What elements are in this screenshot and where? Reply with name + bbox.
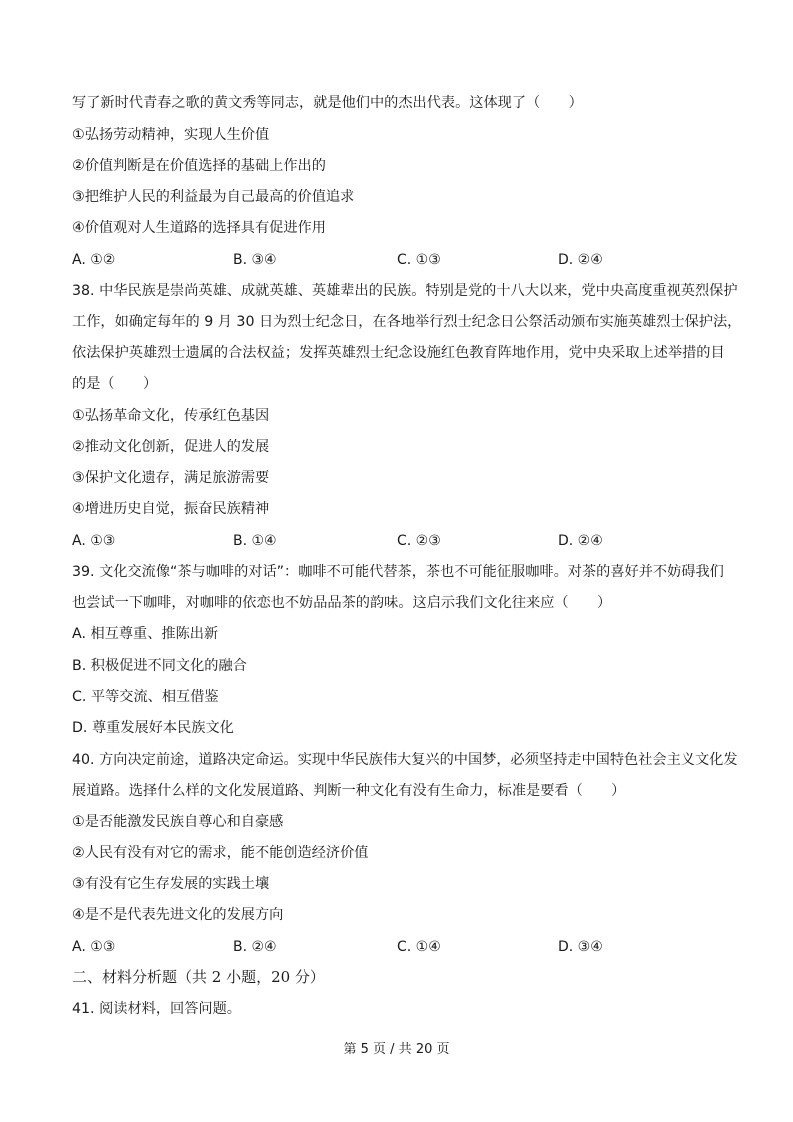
q40-option-a[interactable]: A. ①③: [72, 939, 116, 955]
q40-options: [72, 938, 732, 956]
q37-option-a[interactable]: A. ①②: [72, 252, 116, 268]
q39-stem-line-2: 也尝试一下咖啡，对咖啡的依恋也不妨品品茶的韵味。这启示我们文化往来应（ ）: [72, 595, 612, 611]
q38-option-a[interactable]: A. ①③: [72, 533, 116, 549]
q38-option-c[interactable]: C. ②③: [397, 533, 441, 549]
q39-stem-line-1: 39. 文化交流像“茶与咖啡的对话”：咖啡不可能代替茶，茶也不可能征服咖啡。对茶的喜好并不妨碍我们: [72, 564, 724, 580]
q40-item-1: ①是否能激发民族自尊心和自豪感: [72, 814, 284, 830]
q38-option-d[interactable]: D. ②④: [558, 533, 603, 549]
page-footer: 第 5 页 / 共 20 页: [343, 1042, 450, 1057]
q40-option-d[interactable]: D. ③④: [558, 939, 603, 955]
q39-option-c[interactable]: C. 平等交流、相互借鉴: [72, 689, 219, 705]
q37-option-d[interactable]: D. ②④: [558, 252, 603, 268]
q40-item-2: ②人民有没有对它的需求，能不能创造经济价值: [72, 845, 369, 861]
q37-stem-tail: 写了新时代青春之歌的黄文秀等同志，就是他们中的杰出代表。这体现了（ ）: [72, 95, 583, 111]
q40-option-b[interactable]: B. ②④: [233, 939, 277, 955]
q37-item-4: ④价值观对人生道路的选择具有促进作用: [72, 220, 326, 236]
q40-item-3: ③有没有它生存发展的实践土壤: [72, 876, 270, 892]
q37-item-2: ②价值判断是在价值选择的基础上作出的: [72, 158, 326, 174]
q41-stem: 41. 阅读材料，回答问题。: [72, 1001, 241, 1017]
q39-option-a[interactable]: A. 相互尊重、推陈出新: [72, 626, 219, 642]
q38-stem-line-3: 依法保护英雄烈士遗属的合法权益；发挥英雄烈士纪念设施红色教育阵地作用，党中央采取上述举措的目: [72, 345, 725, 361]
q40-option-c[interactable]: C. ①④: [397, 939, 441, 955]
q38-item-1: ①弘扬革命文化，传承红色基因: [72, 408, 270, 424]
q38-option-b[interactable]: B. ①④: [233, 533, 277, 549]
q38-stem-line-1: 38. 中华民族是崇尚英雄、成就英雄、英雄辈出的民族。特别是党的十八大以来，党中央高度重视英烈保护: [72, 283, 738, 299]
q40-item-4: ④是不是代表先进文化的发展方向: [72, 907, 284, 923]
q37-options: [72, 251, 732, 269]
q38-item-3: ③保护文化遗存，满足旅游需要: [72, 470, 270, 486]
q40-stem-line-2: 展道路。选择什么样的文化发展道路、判断一种文化有没有生命力，标准是要看（ ）: [72, 783, 626, 799]
q37-item-1: ①弘扬劳动精神，实现人生价值: [72, 127, 270, 143]
q39-option-d[interactable]: D. 尊重发展好本民族文化: [72, 720, 234, 736]
q38-item-4: ④增进历史自觉，振奋民族精神: [72, 501, 270, 517]
q38-stem-line-2: 工作，如确定每年的 9 月 30 日为烈士纪念日，在各地举行烈士纪念日公祭活动颁布实施英雄烈士保护法，: [72, 314, 742, 330]
q38-stem-line-4: 的是（ ）: [72, 376, 158, 392]
q39-option-b[interactable]: B. 积极促进不同文化的融合: [72, 658, 247, 674]
q40-stem-line-1: 40. 方向决定前途，道路决定命运。实现中华民族伟大复兴的中国梦，必须坚持走中国特色社会主义文化发: [72, 752, 738, 768]
q38-item-2: ②推动文化创新，促进人的发展: [72, 439, 270, 455]
q37-option-b[interactable]: B. ③④: [233, 252, 277, 268]
q37-option-c[interactable]: C. ①③: [397, 252, 441, 268]
q37-item-3: ③把维护人民的利益最为自己最高的价值追求: [72, 189, 355, 205]
section-heading: 二、材料分析题（共 2 小题，20 分）: [72, 968, 325, 986]
q38-options: [72, 532, 732, 550]
